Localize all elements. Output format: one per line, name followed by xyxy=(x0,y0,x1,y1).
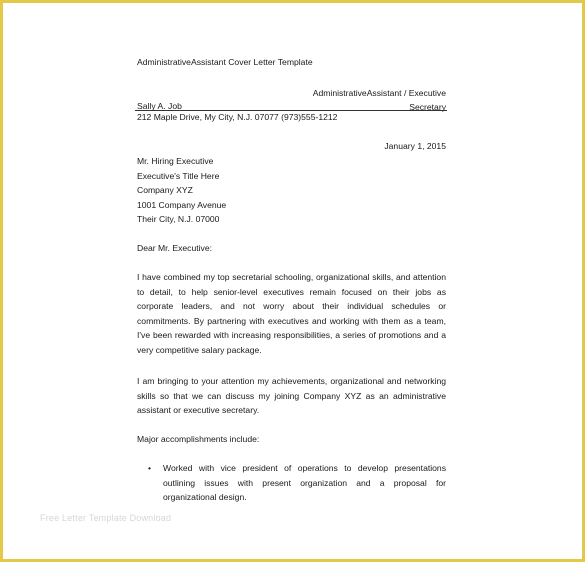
bullet-icon: • xyxy=(148,463,152,473)
greeting: Dear Mr. Executive: xyxy=(137,243,212,253)
recipient-title: Executive's Title Here xyxy=(137,170,220,181)
recipient-street: 1001 Company Avenue xyxy=(137,199,227,210)
list-item-text: Worked with vice president of operations to develop presentations outlining issues with present organization and a proposal for organizational design. xyxy=(163,463,446,503)
letter-date: January 1, 2015 xyxy=(384,141,446,151)
accomplishments-list xyxy=(148,461,446,505)
sender-address: 212 Maple Drive, My City, N.J. 07077 (973)555-1212 xyxy=(137,112,338,122)
recipient-name: Mr. Hiring Executive xyxy=(137,156,214,166)
body-paragraph-2: I am bringing to your attention my achievements, organizational and networking skills so that we can discuss my joining Company XYZ as an administrative assistant or executive secretary. xyxy=(137,376,446,416)
recipient-company: Company XYZ xyxy=(137,185,193,196)
body-paragraph-1: I have combined my top secretarial schooling, organizational skills, and attention to detail, to help senior-level executives remain focused on their jobs as corporate leaders, and not worry about their individual schedules or commitments. By partnering with executives and working with them as a team, I've been rewarded with increasing responsibilities, a series of promotions and a very competitive salary package. xyxy=(137,272,446,355)
document-title: AdministrativeAssistant Cover Letter Template xyxy=(137,57,313,67)
list-item xyxy=(148,461,446,505)
recipient-city: Their City, N.J. 07000 xyxy=(137,214,220,225)
sender-name: Sally A. Job xyxy=(137,101,182,111)
job-title: AdministrativeAssistant / Executive Secretary xyxy=(312,88,446,112)
accomplishments-intro: Major accomplishments include: xyxy=(137,434,260,444)
watermark-text: Free Letter Template Download xyxy=(40,513,172,523)
recipient-block xyxy=(137,154,226,227)
